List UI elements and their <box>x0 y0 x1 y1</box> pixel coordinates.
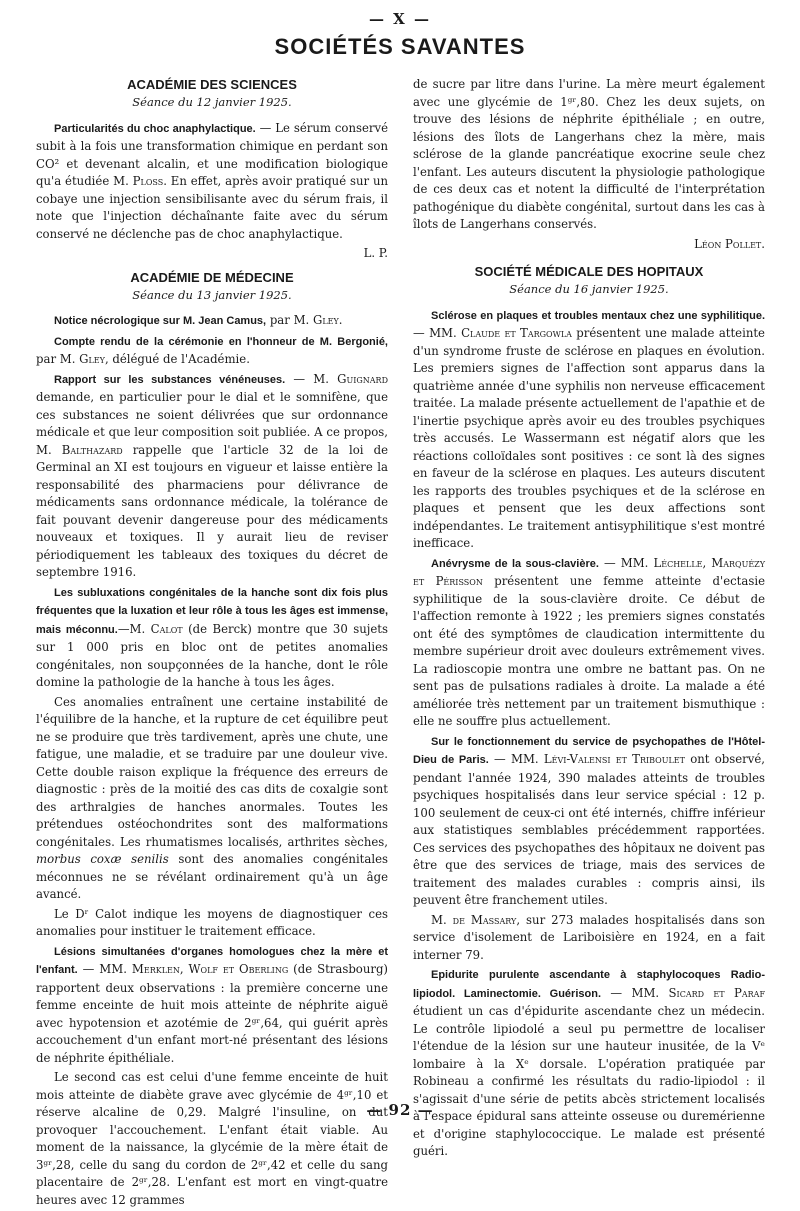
section-title-academie-medecine: ACADÉMIE DE MÉDECINE <box>130 269 294 285</box>
latin-term: morbus coxæ senilis <box>36 852 169 866</box>
paragraph-bergonie: Compte rendu de la cérémonie en l'honneur de M. Bergonié, par M. Gley, délégué de l'Académie. <box>36 335 388 366</box>
paragraph-continuation: de sucre par litre dans l'urine. La mère meurt également avec une glycémie de 1ᵍʳ,80. Chez les deux sujets, on trouve des lésions de néphrite épithéliale ; en outre, lésions des îlots de Langerhans chez la mère, mais sclérose de la glande pancréatique exocrine seule chez l'enfant. Les auteurs discutent la physiologie pathologique de ces deux cas et notent la difficulté de l'interprétation pathogénique du diabète congénital, surtout dans les cas à îlots de Langerhans conservés. <box>413 77 765 231</box>
paragraph-sclerose-plaques: Sclérose en plaques et troubles mentaux chez une syphilitique. — MM. Claude et Targowla présentent une malade atteinte d'un syndrome fruste de sclérose en plaques en évolution. Les premiers signes de l'affection sont apparus dans la quatrième année d'une syphilis non nerveuse efficacement traitée. La malade présente actuellement de l'apathie et de l'inertie psychique après avoir eu des troubles psychiques très accusés. Le Wassermann est négatif alors que les réactions colloïdales sont positives : ce sont là des signes en faveur de la sclérose en plaques. Les auteurs discutent les rapports des troubles psychiques et de la sclérose en plaques et pensent que les deux affections sont indépendantes. Le traitement antisyphilitique s'est montré inefficace. <box>413 309 765 550</box>
author-name: M. de Massary <box>431 912 517 927</box>
author-name: Gley <box>79 352 105 366</box>
paragraph-choc-anaphylactique: Particularités du choc anaphylactique. — Le sérum conservé subit à la fois une transformation chimique en perdant son CO² et devenant alcalin, et une modification biologique qu'a étudiée M. Ploss. En effet, après avoir pratiqué sur un cobaye une injection sensibilisante avec du sérum frais, il note que l'injection déchaînante faite avec du sérum conservé ne déclenche pas de choc anaphylactique. <box>36 120 388 241</box>
left-column <box>36 76 388 1211</box>
item-heading: Particularités du choc anaphylactique. <box>54 122 256 135</box>
signature: L. P. <box>363 246 388 260</box>
signature: Léon Pollet. <box>694 236 765 251</box>
page-number: — 92 — <box>366 1101 434 1119</box>
item-heading: Sur le fonctionnement du service de psychopathes de l'Hôtel-Dieu de Paris. <box>413 735 765 766</box>
author-name: Sicard et Paraf <box>668 985 765 1000</box>
author-name: Calot <box>150 621 183 636</box>
item-heading: Compte rendu de la cérémonie en l'honneur de M. Bergonié, <box>54 335 388 348</box>
item-heading: Lésions simultanées d'organes homologues chez la mère et l'enfant. <box>36 945 388 976</box>
section-title-societe-medicale: SOCIÉTÉ MÉDICALE DES HOPITAUX <box>474 264 704 279</box>
paragraph-calot-diagnostic: Le Dʳ Calot indique les moyens de diagnostiquer ces anomalies pour instituer le traitement efficace. <box>36 906 388 938</box>
item-heading: Notice nécrologique sur M. Jean Camus, <box>54 315 267 327</box>
author-name: Ploss <box>132 174 164 188</box>
author-name: Lévi-Valensi et Triboulet <box>543 752 685 766</box>
item-heading: Epidurite purulente ascendante à staphylocoques Radio-lipiodol. Laminectomie. Guérison. <box>413 969 765 1000</box>
paragraph-epidurite: Epidurite purulente ascendante à staphylocoques Radio-lipiodol. Laminectomie. Guérison. — MM. Sicard et Paraf étudient un cas d'épidurite ascendante chez un médecin. Le contrôle lipiodolé a seul pu permettre de localiser l'étendue de la lésion sur une hauteur inusitée, de la Vᵉ lombaire à la Xᵉ dorsale. L'opération pratiquée par Robineau a confirmé les résultats du radio-lipiodol : il s'agissait d'une série de petits abcès strictement localisés à l'espace épidural sans atteinte osseuse ou duremérienne et d'origine staphylococcique. Le malade est présenté guéri. <box>413 969 765 1158</box>
paragraph-lesions-simultanees: Lésions simultanées d'organes homologues chez la mère et l'enfant. — MM. Merklen, Wolf et Oberling (de Strasbourg) rapportent deux observations : la première concerne une femme enceinte de huit mois atteinte de néphrite aiguë avec hypotension et azotémie de 2ᵍʳ,64, qui guérit après accouchement d'un enfant mort-né présentant des lésions de néphrite épithéliale. <box>36 945 388 1065</box>
author-name: Balthazard <box>61 442 123 457</box>
paragraph-psychopathes: Sur le fonctionnement du service de psychopathes de l'Hôtel-Dieu de Paris. — MM. Lévi-Valensi et Triboulet ont observé, pendant l'année 1924, 390 malades atteints de troubles psychiques hospitalisés dans leur service spécial : 12 p. 100 seulement de ceux-ci ont été internés, chiffre inférieur aux statistiques semblables précédemment rapportées. Ces services des psychopathes des hôpitaux ne doivent pas être que des services de triage, mais des services de traitement des malades curables : compris ainsi, ils peuvent être franchement utiles. <box>413 735 765 907</box>
paragraph-anomalies: Ces anomalies entraînent une certaine instabilité de l'équilibre de la hanche, et la rupture de cet équilibre peut ne se produire que très tardivement, après une chute, une fatigue, une maladie, et se traduire par une douleur vive. Cette double raison explique la fréquence des erreurs de diagnostic : près de la moitié des cas dits de coxalgie sont des arthralgies de hanches anormales. Toutes les prétendues ostéochondrites sont des malformations congénitales. Les rhumatismes localisés, arthrites sèches, morbus coxæ senilis sont des anomalies congénitales méconnues ne se révélant ordinairement qu'à un âge avancé. <box>36 694 388 901</box>
page-header: — X — <box>368 10 432 28</box>
paragraph-substances-veneneuses: Rapport sur les substances vénéneuses. — M. Guignard demande, en particulier pour le dial et le somnifène, que ces substances ne soient délivrées que sur ordonnance médicale et que leur composition soit publiée. A ce propos, M. Balthazard rappelle que l'article 32 de la loi de Germinal an XI est toujours en vigueur et laisse entière la responsabilité des pharmaciens pour délivrance de médicaments sans ordonnance médicale, la tolérance de fait pouvant devenir dangereuse pour des médicaments nouveaux et toxiques. Il y aurait lieu de reviser périodiquement les tableaux des toxiques du décret de septembre 1916. <box>36 371 388 579</box>
paragraph-de-massary: M. de Massary, sur 273 malades hospitalisés dans son service d'isolement de Lariboisière en 1924, en a fait interner 79. <box>413 912 765 962</box>
session-date: Séance du 12 janvier 1925. <box>132 95 292 109</box>
author-name: Merklen, Wolf et Oberling <box>131 962 289 976</box>
item-heading: Sclérose en plaques et troubles mentaux chez une syphilitique. <box>431 309 765 322</box>
author-name: Claude et Targowla <box>461 326 572 340</box>
author-name: Guignard <box>337 371 388 386</box>
session-date: Séance du 13 janvier 1925. <box>132 287 292 302</box>
item-heading: Rapport sur les substances vénéneuses. <box>54 373 286 386</box>
author-name: Léchelle, Marquézy et Périsson <box>413 555 766 588</box>
section-title-academie-sciences: ACADÉMIE DES SCIENCES <box>127 77 297 92</box>
paragraph-anevrysme: Anévrysme de la sous-clavière. — MM. Léchelle, Marquézy et Périsson présentent une femme atteinte d'ectasie syphilitique de la sous-clavière droite. Ce début de l'affection remonte à 1922 ; les premiers signes constatés ont été des symptômes de claudication intermittente du membre supérieur droit avec douleurs extrêmement vives. La radioscopie montra une ombre ne battant pas. On ne sent pas de pulsations radiales à droite. La malade a été améliorée très nettement par un traitement bismuthique : elle ne souffre plus actuellement. <box>413 555 766 728</box>
page-title: SOCIÉTÉS SAVANTES <box>274 34 526 59</box>
paragraph-second-cas: Le second cas est celui d'une femme enceinte de huit mois atteinte de diabète grave avec glycémie de 4ᵍʳ,10 et réserve alcaline de 0,29. Malgré l'insuline, on dut provoquer l'accouchement. L'enfant était viable. Au moment de la naissance, la glycémie de la mère était de 3ᵍʳ,28, celle du sang du cordon de 2ᵍʳ,42 et celle du sang placentaire de 2ᵍʳ,28. L'enfant est mort en vingt-quatre heures avec 12 grammes <box>36 1070 388 1207</box>
paragraph-notice-camus: Notice nécrologique sur M. Jean Camus, par M. Gley. <box>54 313 343 327</box>
session-date: Séance du 16 janvier 1925. <box>509 282 669 296</box>
right-column <box>413 76 765 1163</box>
item-heading: Anévrysme de la sous-clavière. <box>431 557 599 570</box>
author-name: Gley <box>312 313 339 327</box>
item-heading: Les subluxations congénitales de la hanche sont dix fois plus fréquentes que la luxation et leur rôle à tous les âges est immense, mais méconnu. <box>36 586 388 636</box>
paragraph-subluxations: Les subluxations congénitales de la hanche sont dix fois plus fréquentes que la luxation et leur rôle à tous les âges est immense, mais méconnu.—M. Calot (de Berck) montre que 30 sujets sur 1 000 pris en bloc ont de petites anomalies congénitales, non soupçonnées de la hanche, dont le rôle domine la pathologie de la hanche à tous les âges. <box>36 586 389 689</box>
